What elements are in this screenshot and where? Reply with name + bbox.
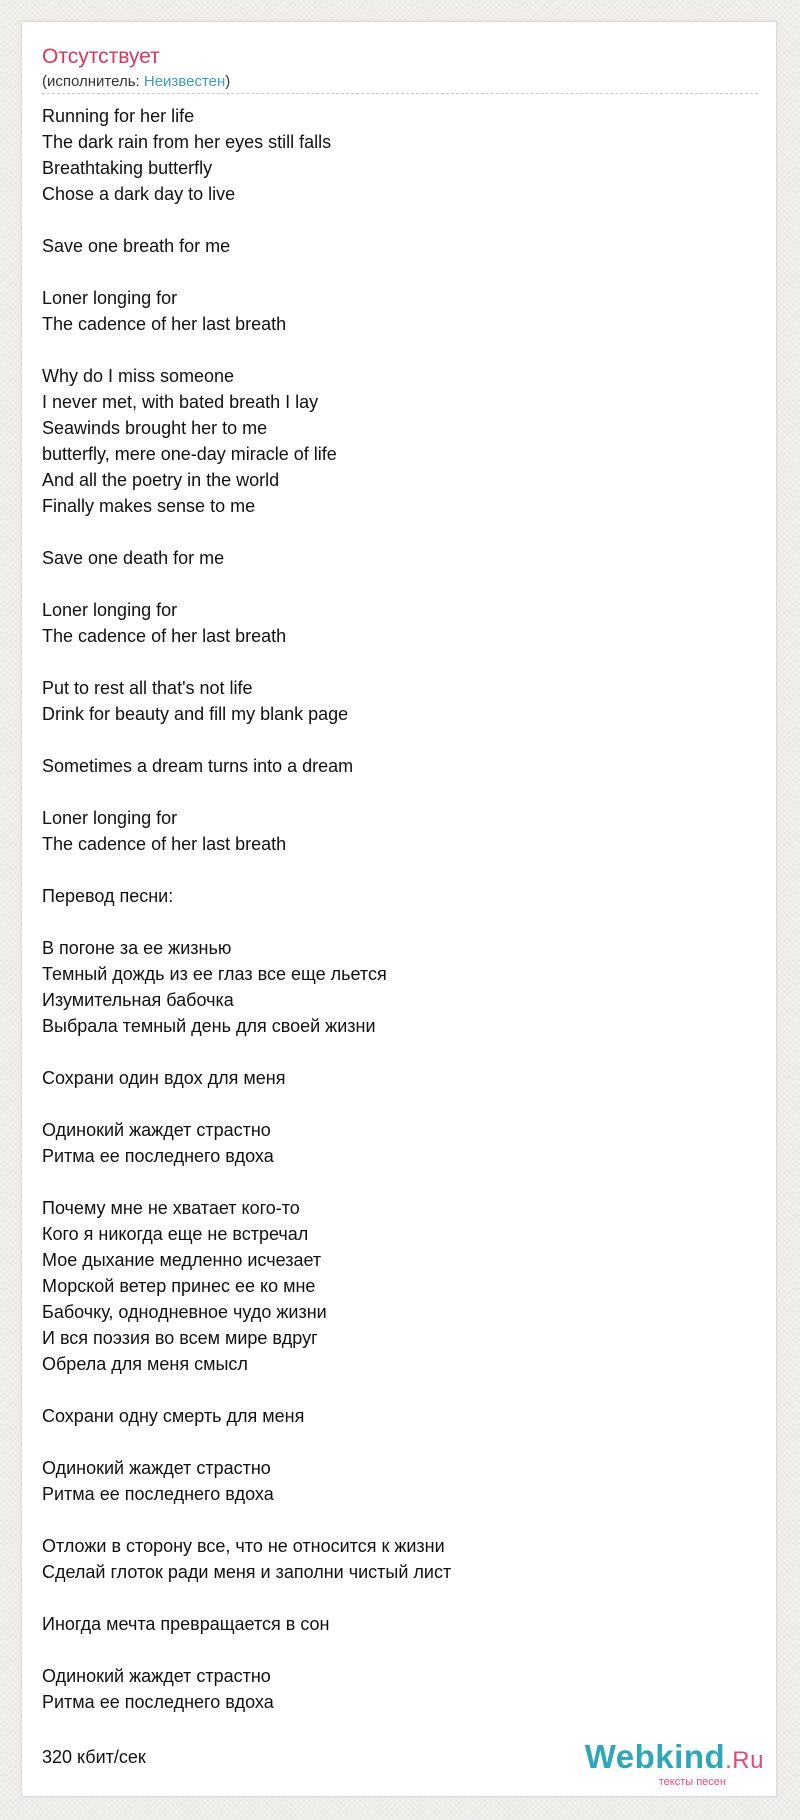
lyric-line: В погоне за ее жизнью bbox=[42, 938, 232, 958]
lyric-line: Сохрани один вдох для меня bbox=[42, 1068, 286, 1088]
lyric-line: Темный дождь из ее глаз все еще льется bbox=[42, 964, 387, 984]
lyric-line: I never met, with bated breath I lay bbox=[42, 392, 319, 412]
lyric-line bbox=[42, 259, 752, 285]
lyric-line bbox=[42, 337, 752, 363]
lyric-line: Breathtaking butterfly bbox=[42, 158, 213, 178]
lyric-line bbox=[42, 571, 752, 597]
lyric-line: Ритма ее последнего вдоха bbox=[42, 1692, 274, 1712]
lyric-line bbox=[42, 1169, 752, 1195]
lyric-line: The cadence of her last breath bbox=[42, 314, 287, 334]
lyric-line bbox=[42, 857, 752, 883]
lyric-line: Мое дыхание медленно исчезает bbox=[42, 1250, 322, 1270]
lyric-line: Кого я никогда еще не встречал bbox=[42, 1224, 309, 1244]
lyric-line: Обрела для меня смысл bbox=[42, 1354, 248, 1374]
header-divider bbox=[42, 93, 758, 94]
lyric-line: Одинокий жаждет страстно bbox=[42, 1666, 271, 1686]
lyric-line: Иногда мечта превращается в сон bbox=[42, 1614, 330, 1634]
lyric-line: The cadence of her last breath bbox=[42, 626, 287, 646]
lyric-line bbox=[42, 1039, 752, 1065]
lyric-line: Одинокий жаждет страстно bbox=[42, 1120, 271, 1140]
lyric-line: Ритма ее последнего вдоха bbox=[42, 1484, 274, 1504]
logo-wordmark bbox=[564, 1740, 764, 1778]
lyric-line bbox=[42, 909, 752, 935]
lyric-line: Выбрала темный день для своей жизни bbox=[42, 1016, 376, 1036]
lyric-line: And all the poetry in the world bbox=[42, 470, 280, 490]
lyric-line bbox=[42, 1377, 752, 1403]
lyric-line: Sometimes a dream turns into a dream bbox=[42, 756, 354, 776]
song-title: Отсутствует bbox=[42, 45, 160, 68]
lyrics-card bbox=[21, 21, 777, 1797]
lyric-line bbox=[42, 1507, 752, 1533]
lyric-line: Сделай глоток ради меня и заполни чистый лист bbox=[42, 1562, 452, 1582]
lyric-line: Сохрани одну смерть для меня bbox=[42, 1406, 305, 1426]
lyric-line: Почему мне не хватает кого-то bbox=[42, 1198, 300, 1218]
artist-suffix: ) bbox=[225, 73, 231, 90]
lyric-line: Морской ветер принес ее ко мне bbox=[42, 1276, 316, 1296]
logo-tagline: тексты песен bbox=[658, 1776, 726, 1788]
lyric-line: Save one breath for me bbox=[42, 236, 231, 256]
bitrate-label: 320 кбит/сек bbox=[42, 1747, 146, 1767]
artist-link[interactable]: Неизвестен bbox=[143, 73, 226, 90]
logo-suffix-text: .Ru bbox=[725, 1747, 764, 1774]
lyric-line: Drink for beauty and fill my blank page bbox=[42, 704, 349, 724]
lyric-line: Перевод песни: bbox=[42, 886, 174, 906]
lyric-line: Finally makes sense to me bbox=[42, 496, 256, 516]
lyric-line: Chose a dark day to live bbox=[42, 184, 236, 204]
lyric-line: Одинокий жаждет страстно bbox=[42, 1458, 271, 1478]
lyric-line bbox=[42, 207, 752, 233]
lyric-line: Save one death for me bbox=[42, 548, 225, 568]
lyric-line: Put to rest all that's not life bbox=[42, 678, 253, 698]
lyric-line bbox=[42, 1429, 752, 1455]
lyric-line: Seawinds brought her to me bbox=[42, 418, 268, 438]
lyric-line: Бабочку, однодневное чудо жизни bbox=[42, 1302, 327, 1322]
lyric-line: Изумительная бабочка bbox=[42, 990, 234, 1010]
lyric-line: Why do I miss someone bbox=[42, 366, 235, 386]
lyric-line bbox=[42, 519, 752, 545]
lyric-line: Ритма ее последнего вдоха bbox=[42, 1146, 274, 1166]
lyric-line: Running for her life bbox=[42, 106, 195, 126]
lyrics-text bbox=[42, 103, 752, 1715]
lyric-line: Отложи в сторону все, что не относится к жизни bbox=[42, 1536, 445, 1556]
artist-prefix: (исполнитель: bbox=[42, 73, 144, 90]
lyric-line: И вся поэзия во всем мире вдруг bbox=[42, 1328, 318, 1348]
lyric-line: The cadence of her last breath bbox=[42, 834, 287, 854]
artist-line bbox=[42, 72, 230, 91]
lyric-line bbox=[42, 727, 752, 753]
lyric-line bbox=[42, 1091, 752, 1117]
lyric-line bbox=[42, 649, 752, 675]
lyric-line: butterfly, mere one-day miracle of life bbox=[42, 444, 337, 464]
lyric-line: Loner longing for bbox=[42, 600, 178, 620]
logo-main-text: Webkind bbox=[584, 1738, 726, 1775]
webkind-logo[interactable] bbox=[564, 1740, 764, 1786]
lyric-line: Loner longing for bbox=[42, 808, 178, 828]
lyric-line bbox=[42, 779, 752, 805]
lyric-line: Loner longing for bbox=[42, 288, 178, 308]
lyric-line bbox=[42, 1585, 752, 1611]
lyric-line bbox=[42, 1637, 752, 1663]
lyric-line: The dark rain from her eyes still falls bbox=[42, 132, 332, 152]
